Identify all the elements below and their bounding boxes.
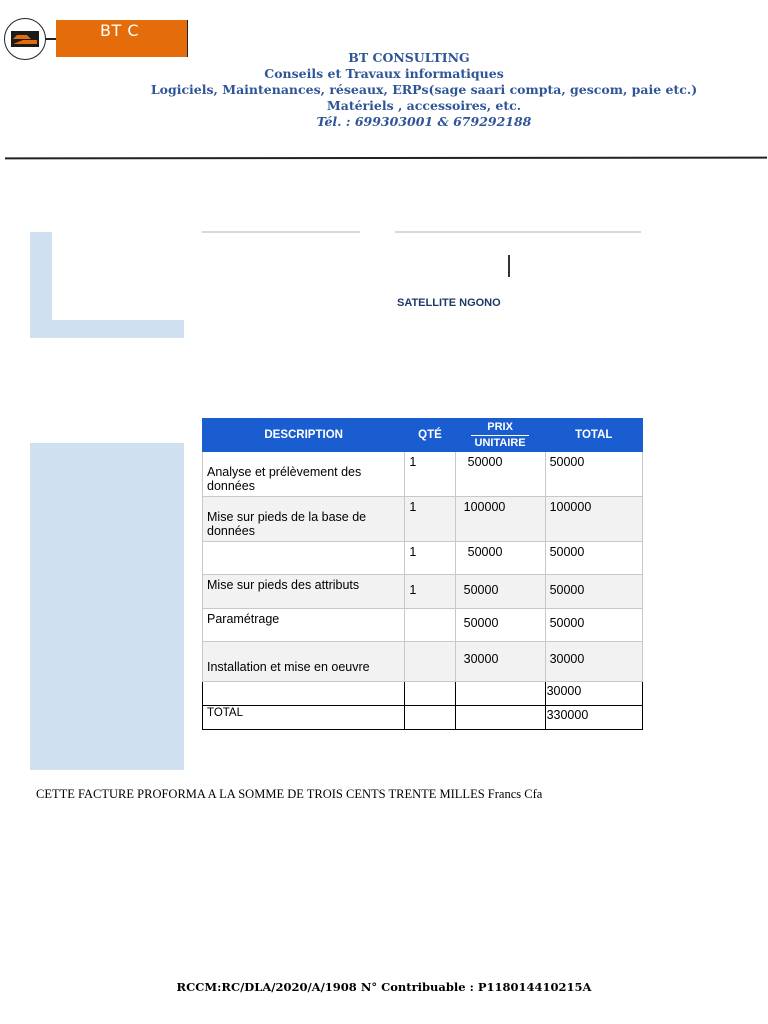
row-total: 100000 (545, 497, 642, 542)
table-row (203, 642, 643, 682)
amount-in-words: CETTE FACTURE PROFORMA A LA SOMME DE TROIS CENTS TRENTE MILLES Francs Cfa (36, 787, 543, 801)
row-qty: 1 (405, 452, 455, 497)
company-tagline: Conseils et Travaux informatiques (264, 66, 504, 81)
table-row (203, 497, 643, 542)
row-total: 30000 (545, 642, 642, 682)
row-description: Mise sur pieds des attributs (203, 575, 405, 609)
column-header-description: DESCRIPTION (203, 419, 405, 452)
row-unit-price: 50000 (455, 575, 545, 609)
row-unit-price: 50000 (455, 452, 545, 497)
column-header-unit-price (455, 419, 545, 452)
row-total: 50000 (545, 575, 642, 609)
row-qty: 1 (405, 575, 455, 609)
row-total: 50000 (545, 452, 642, 497)
row-unit-price: 30000 (455, 642, 545, 682)
row-description: Paramétrage (203, 609, 405, 642)
total-qty (405, 706, 455, 730)
row-qty: 1 (405, 497, 455, 542)
table-row (203, 575, 643, 609)
decorative-bracket-horizontal (30, 320, 184, 338)
field-underline-left (202, 231, 360, 233)
table-row (203, 609, 643, 642)
table-header-row (203, 419, 643, 452)
header-divider (5, 157, 767, 159)
row-unit-price: 100000 (455, 497, 545, 542)
company-phone: Tél. : 699303001 & 679292188 (316, 114, 532, 129)
field-underline-right (395, 231, 641, 233)
column-header-price-top: PRIX (471, 420, 529, 436)
column-header-total: TOTAL (545, 419, 642, 452)
row-unit-price: 50000 (455, 542, 545, 575)
column-header-qty-label: QTÉ (418, 429, 442, 441)
company-header (0, 50, 768, 130)
table-row (203, 682, 643, 706)
company-name: BT CONSULTING (348, 50, 470, 65)
total-unit-price (455, 706, 545, 730)
row-qty (405, 642, 455, 682)
row-description: Mise sur pieds de la base de données (203, 497, 405, 542)
logo-text: BT C (100, 21, 140, 40)
row-unit-price (455, 682, 545, 706)
row-total: 30000 (545, 682, 642, 706)
client-name: SATELLITE NGONO (397, 297, 501, 309)
row-description: Analyse et prélèvement des données (203, 452, 405, 497)
row-description: Installation et mise en oeuvre (203, 642, 405, 682)
row-total: 50000 (545, 609, 642, 642)
text-cursor (508, 255, 510, 277)
row-qty (405, 682, 455, 706)
row-unit-price: 50000 (455, 609, 545, 642)
column-header-qty (405, 419, 455, 452)
footer-registration: RCCM:RC/DLA/2020/A/1908 N° Contribuable : P118014410215A (176, 980, 592, 994)
invoice-table (202, 418, 643, 730)
total-label: TOTAL (203, 706, 405, 730)
row-description (203, 682, 405, 706)
table-row (203, 452, 643, 497)
column-header-price-bottom: UNITAIRE (474, 436, 526, 449)
company-services: Logiciels, Maintenances, réseaux, ERPs(sage saari compta, gescom, paie etc.) (150, 82, 698, 97)
row-qty (405, 609, 455, 642)
row-total: 50000 (545, 542, 642, 575)
row-description (203, 542, 405, 575)
company-hardware: Matériels , accessoires, etc. (326, 98, 522, 113)
total-row (203, 706, 643, 730)
table-row (203, 542, 643, 575)
grand-total: 330000 (545, 706, 642, 730)
row-qty: 1 (405, 542, 455, 575)
company-logo-icon (4, 18, 46, 60)
decorative-side-panel (30, 443, 184, 770)
